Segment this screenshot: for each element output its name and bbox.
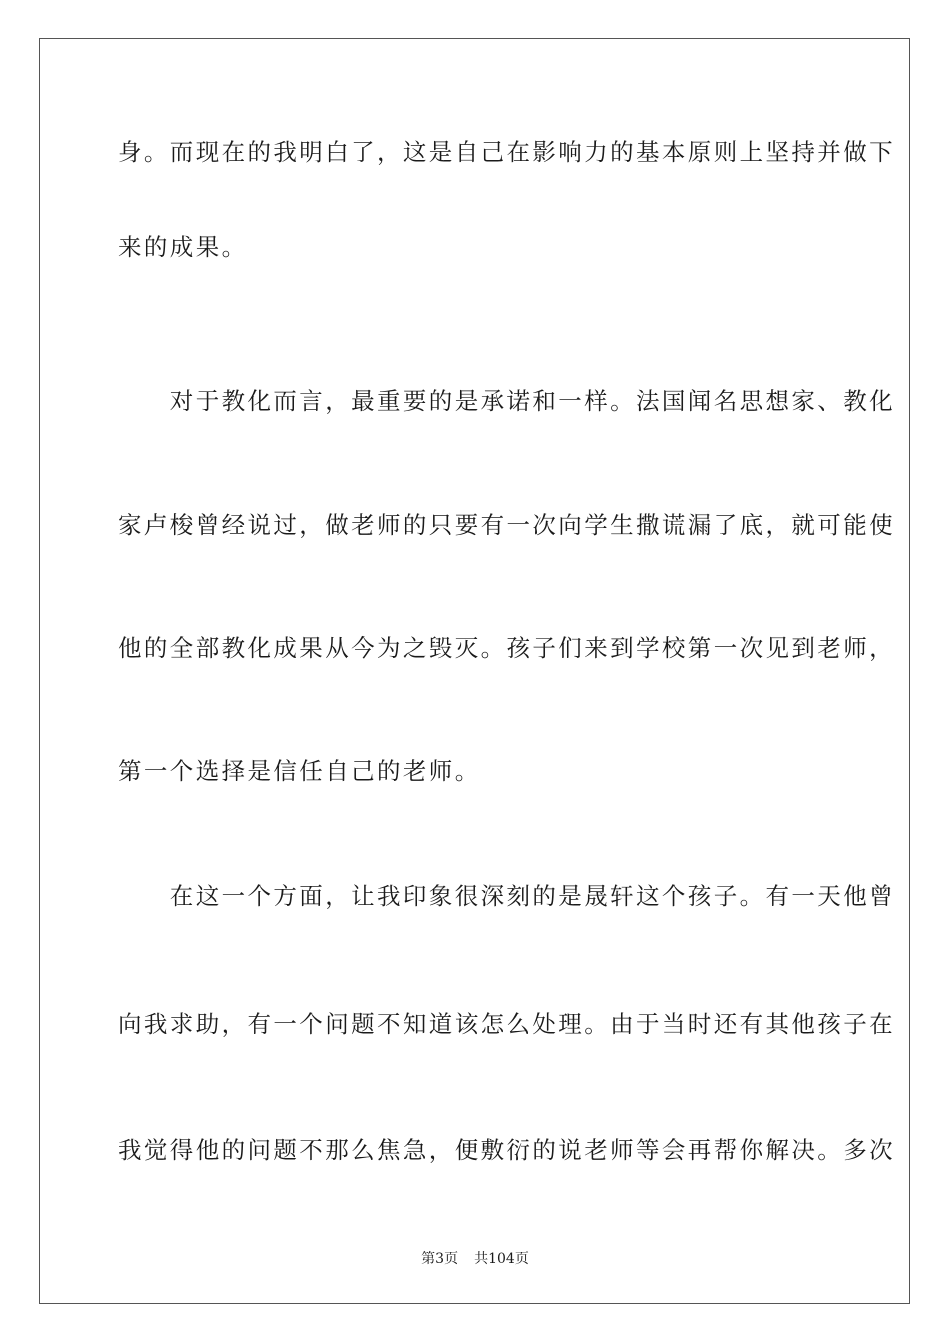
text-line: 我觉得他的问题不那么焦急，便敷衍的说老师等会再帮你解决。多次 — [118, 1136, 895, 1164]
text-line: 对于教化而言，最重要的是承诺和一样。法国闻名思想家、教化 — [118, 387, 895, 415]
page-border — [39, 38, 910, 1304]
page-footer — [0, 1248, 950, 1268]
text-line: 家卢梭曾经说过，做老师的只要有一次向学生撒谎漏了底，就可能使 — [118, 511, 895, 539]
text-line: 向我求助，有一个问题不知道该怎么处理。由于当时还有其他孩子在 — [118, 1010, 895, 1038]
text-line: 来的成果。 — [118, 233, 248, 261]
page-number: 第3页 — [421, 1251, 459, 1267]
text-line: 他的全部教化成果从今为之毁灭。孩子们来到学校第一次见到老师， — [118, 634, 895, 662]
text-line: 在这一个方面，让我印象很深刻的是晟轩这个孩子。有一天他曾 — [118, 882, 895, 910]
text-line: 身。而现在的我明白了，这是自己在影响力的基本原则上坚持并做下 — [118, 138, 895, 166]
text-line: 第一个选择是信任自己的老师。 — [118, 757, 481, 785]
total-pages: 共104页 — [474, 1251, 529, 1267]
